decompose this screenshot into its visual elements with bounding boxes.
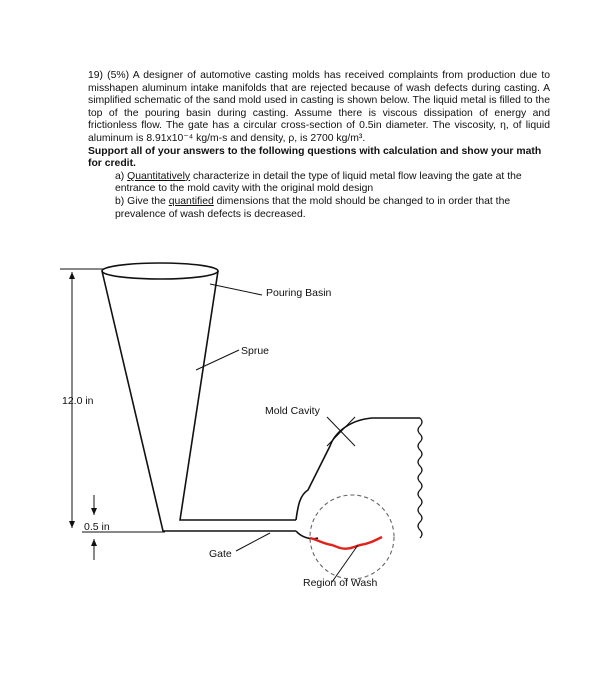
pouring-basin-label: Pouring Basin — [266, 287, 332, 299]
part-a-keyword: Quantitatively — [127, 170, 191, 182]
height-label: 12.0 in — [62, 395, 94, 407]
part-a-prefix: a) — [115, 170, 128, 182]
pouring-basin-leader — [210, 284, 262, 295]
gate-leader — [236, 533, 270, 551]
pouring-basin-opening — [102, 263, 218, 279]
sprue-label: Sprue — [241, 345, 270, 357]
part-b-keyword: quantified — [168, 195, 214, 207]
mold-cavity-outline — [296, 418, 420, 520]
mold-cavity-label: Mold Cavity — [265, 405, 320, 417]
gate-height-label: 0.5 in — [84, 521, 110, 533]
sprue-inner-wall — [180, 271, 296, 520]
cavity-break-line — [418, 418, 422, 538]
region-of-wash-label: Region of Wash — [303, 577, 378, 589]
sprue-outline — [102, 271, 296, 531]
part-b-text: dimensions that the mold should be changed to in order that the prevalence of wash defects is decreased. — [115, 195, 511, 220]
part-a-text: characterize in detail the type of liquid metal flow leaving the gate at the entrance to the mold cavity with the original mold design — [115, 170, 522, 195]
question-intro: 19) (5%) A designer of automotive casting molds has received complaints from production due to misshapen aluminum intake manifolds that are rejected because of wash defects during casting. A simplified schematic of the sand mold used in casting is shown below. The liquid metal is filled to the top of the pouring basin during casting. Assume there is viscous dissipation of energy and frictionless flow. The gate has a circular cross-section of 0.5in diameter. The viscosity, η, of liquid aluminum is 8.91x10⁻⁴ kg/m-s and density, ρ, is 2700 kg/m³. — [88, 70, 550, 144]
part-b-prefix: b) Give the — [115, 195, 169, 207]
sprue-leader — [196, 350, 239, 370]
gate-label: Gate — [209, 548, 232, 560]
support-instruction: Support all of your answers to the following questions with calculation and show your math for credit. — [88, 145, 542, 170]
mold-cavity-floor — [296, 531, 318, 539]
wash-defect-line — [310, 537, 382, 549]
